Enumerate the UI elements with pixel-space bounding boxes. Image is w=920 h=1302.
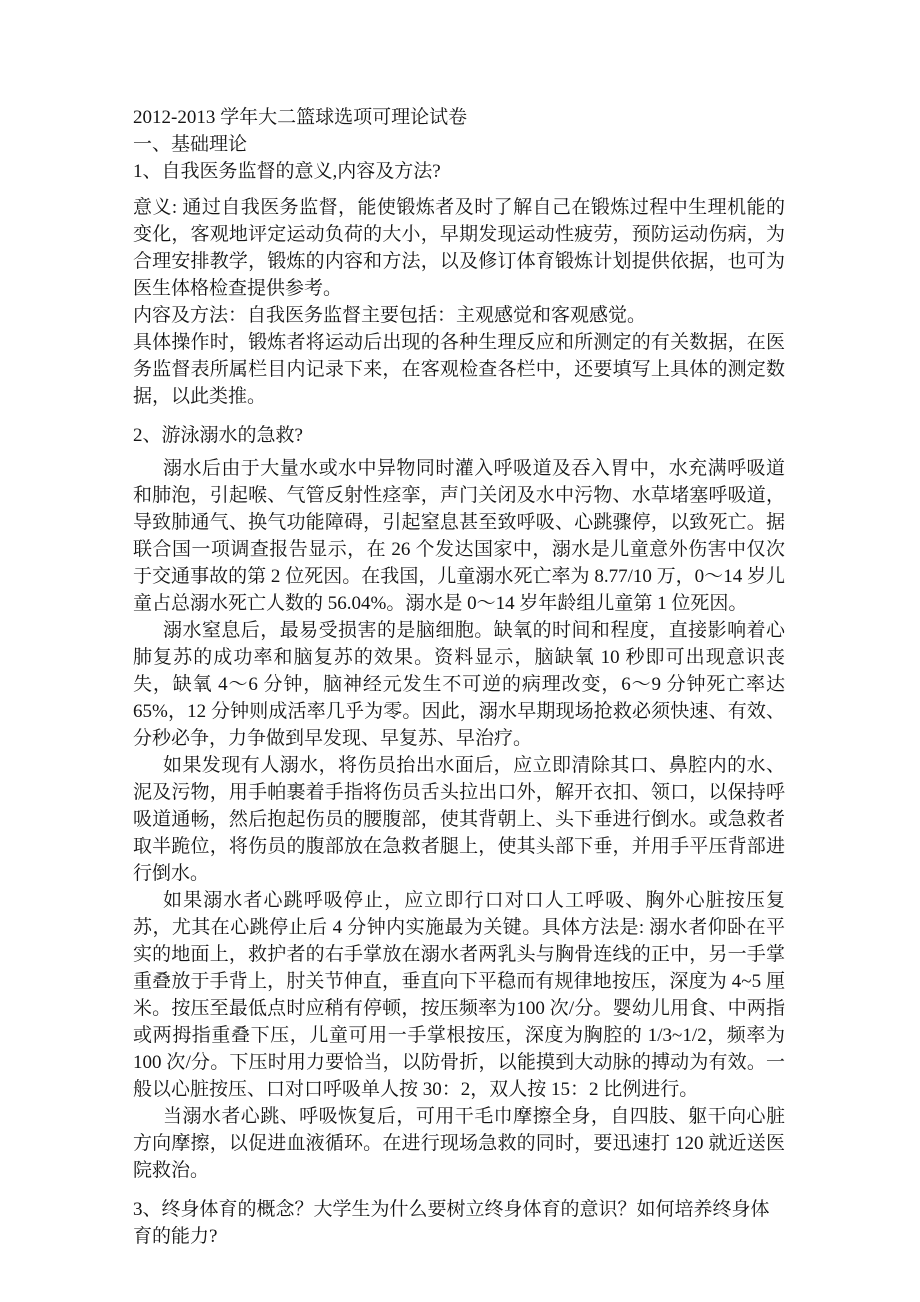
question-3-heading: 3、终身体育的概念？大学生为什么要树立终身体育的意识？如何培养终身体育的能力? — [133, 1199, 770, 1247]
q2-answer-paragraph-recovery: 当溺水者心跳、呼吸恢复后，可用干毛巾摩擦全身，自四肢、躯干向心脏方向摩擦，以促进血液循环。在进行现场急救的同时，要迅速打 120 就近送医院救治。 — [133, 1106, 785, 1181]
q2-answer-paragraph-brain-damage: 溺水窒息后，最易受损害的是脑细胞。缺氧的时间和程度，直接影响着心肺复苏的成功率和脑复苏的效果。资料显示，脑缺氧 10 秒即可出现意识丧失，缺氧 4～6 分钟，脑神经元发生不可逆的病理改变，6～9 分钟死亡率达 65%，12 分钟则成活率几乎为零。因此，溺水早期现场抢救必须快速、有效、分秒必争，力争做到早发现、早复苏、早治疗。 — [133, 620, 785, 749]
question-1-heading: 1、自我医务监督的意义,内容及方法? — [133, 161, 441, 182]
q1-answer-paragraph-meaning: 意义: 通过自我医务监督，能使锻炼者及时了解自己在锻炼过程中生理机能的变化，客观地评定运动负荷的大小，早期发现运动性疲劳，预防运动伤病，为合理安排教学，锻炼的内容和方法，以及修订体育锻炼计划提供依据，也可为医生体格检查提供参考。 — [133, 197, 785, 299]
document-title: 2012-2013 学年大二篮球选项可理论试卷 — [133, 107, 468, 128]
question-2-heading: 2、游泳溺水的急救? — [133, 425, 303, 446]
q1-answer-paragraph-content-method: 内容及方法：自我医务监督主要包括：主观感觉和客观感觉。 — [133, 305, 647, 326]
document-page — [133, 104, 785, 1250]
section-heading: 一、基础理论 — [133, 134, 248, 155]
q2-answer-paragraph-clear-airway: 如果发现有人溺水，将伤员抬出水面后，应立即清除其口、鼻腔内的水、泥及污物，用手帕裹着手指将伤员舌头拉出口外，解开衣扣、领口，以保持呼吸道通畅，然后抱起伤员的腰腹部，使其背朝上、头下垂进行倒水。或急救者取半跪位，将伤员的腹部放在急救者腿上，使其头部下垂，并用手平压背部进行倒水。 — [133, 755, 785, 884]
q2-answer-paragraph-causes: 溺水后由于大量水或水中异物同时灌入呼吸道及吞入胃中，水充满呼吸道和肺泡，引起喉、气管反射性痉挛，声门关闭及水中污物、水草堵塞呼吸道，导致肺通气、换气功能障碍，引起窒息甚至致呼吸、心跳骤停，以致死亡。据联合国一项调查报告显示，在 26 个发达国家中，溺水是儿童意外伤害中仅次于交通事故的第 2 位死因。在我国，儿童溺水死亡率为 8.77/10 万，0～14 岁儿童占总溺水死亡人数的 56.04%。溺水是 0～14 岁年龄组儿童第 1 位死因。 — [133, 458, 785, 614]
q2-answer-paragraph-cpr: 如果溺水者心跳呼吸停止，应立即行口对口人工呼吸、胸外心脏按压复苏，尤其在心跳停止后 4 分钟内实施最为关键。具体方法是: 溺水者仰卧在平实的地面上，救护者的右手掌放在溺水者两乳头与胸骨连线的正中，另一手掌重叠放于手背上，肘关节伸直，垂直向下平稳而有规律地按压，深度为 4~5 厘米。按压至最低点时应稍有停顿，按压频率为100 次/分。婴幼儿用食、中两指或两拇指重叠下压，儿童可用一手掌根按压，深度为胸腔的 1/3~1/2，频率为 100 次/分。下压时用力要恰当，以防骨折，以能摸到大动脉的搏动为有效。一般以心脏按压、口对口呼吸单人按 30：2，双人按 15：2 比例进行。 — [133, 890, 785, 1100]
q1-answer-paragraph-operation: 具体操作时，锻炼者将运动后出现的各种生理反应和所测定的有关数据，在医务监督表所属栏目内记录下来，在客观检查各栏中，还要填写上具体的测定数据，以此类推。 — [133, 332, 785, 407]
